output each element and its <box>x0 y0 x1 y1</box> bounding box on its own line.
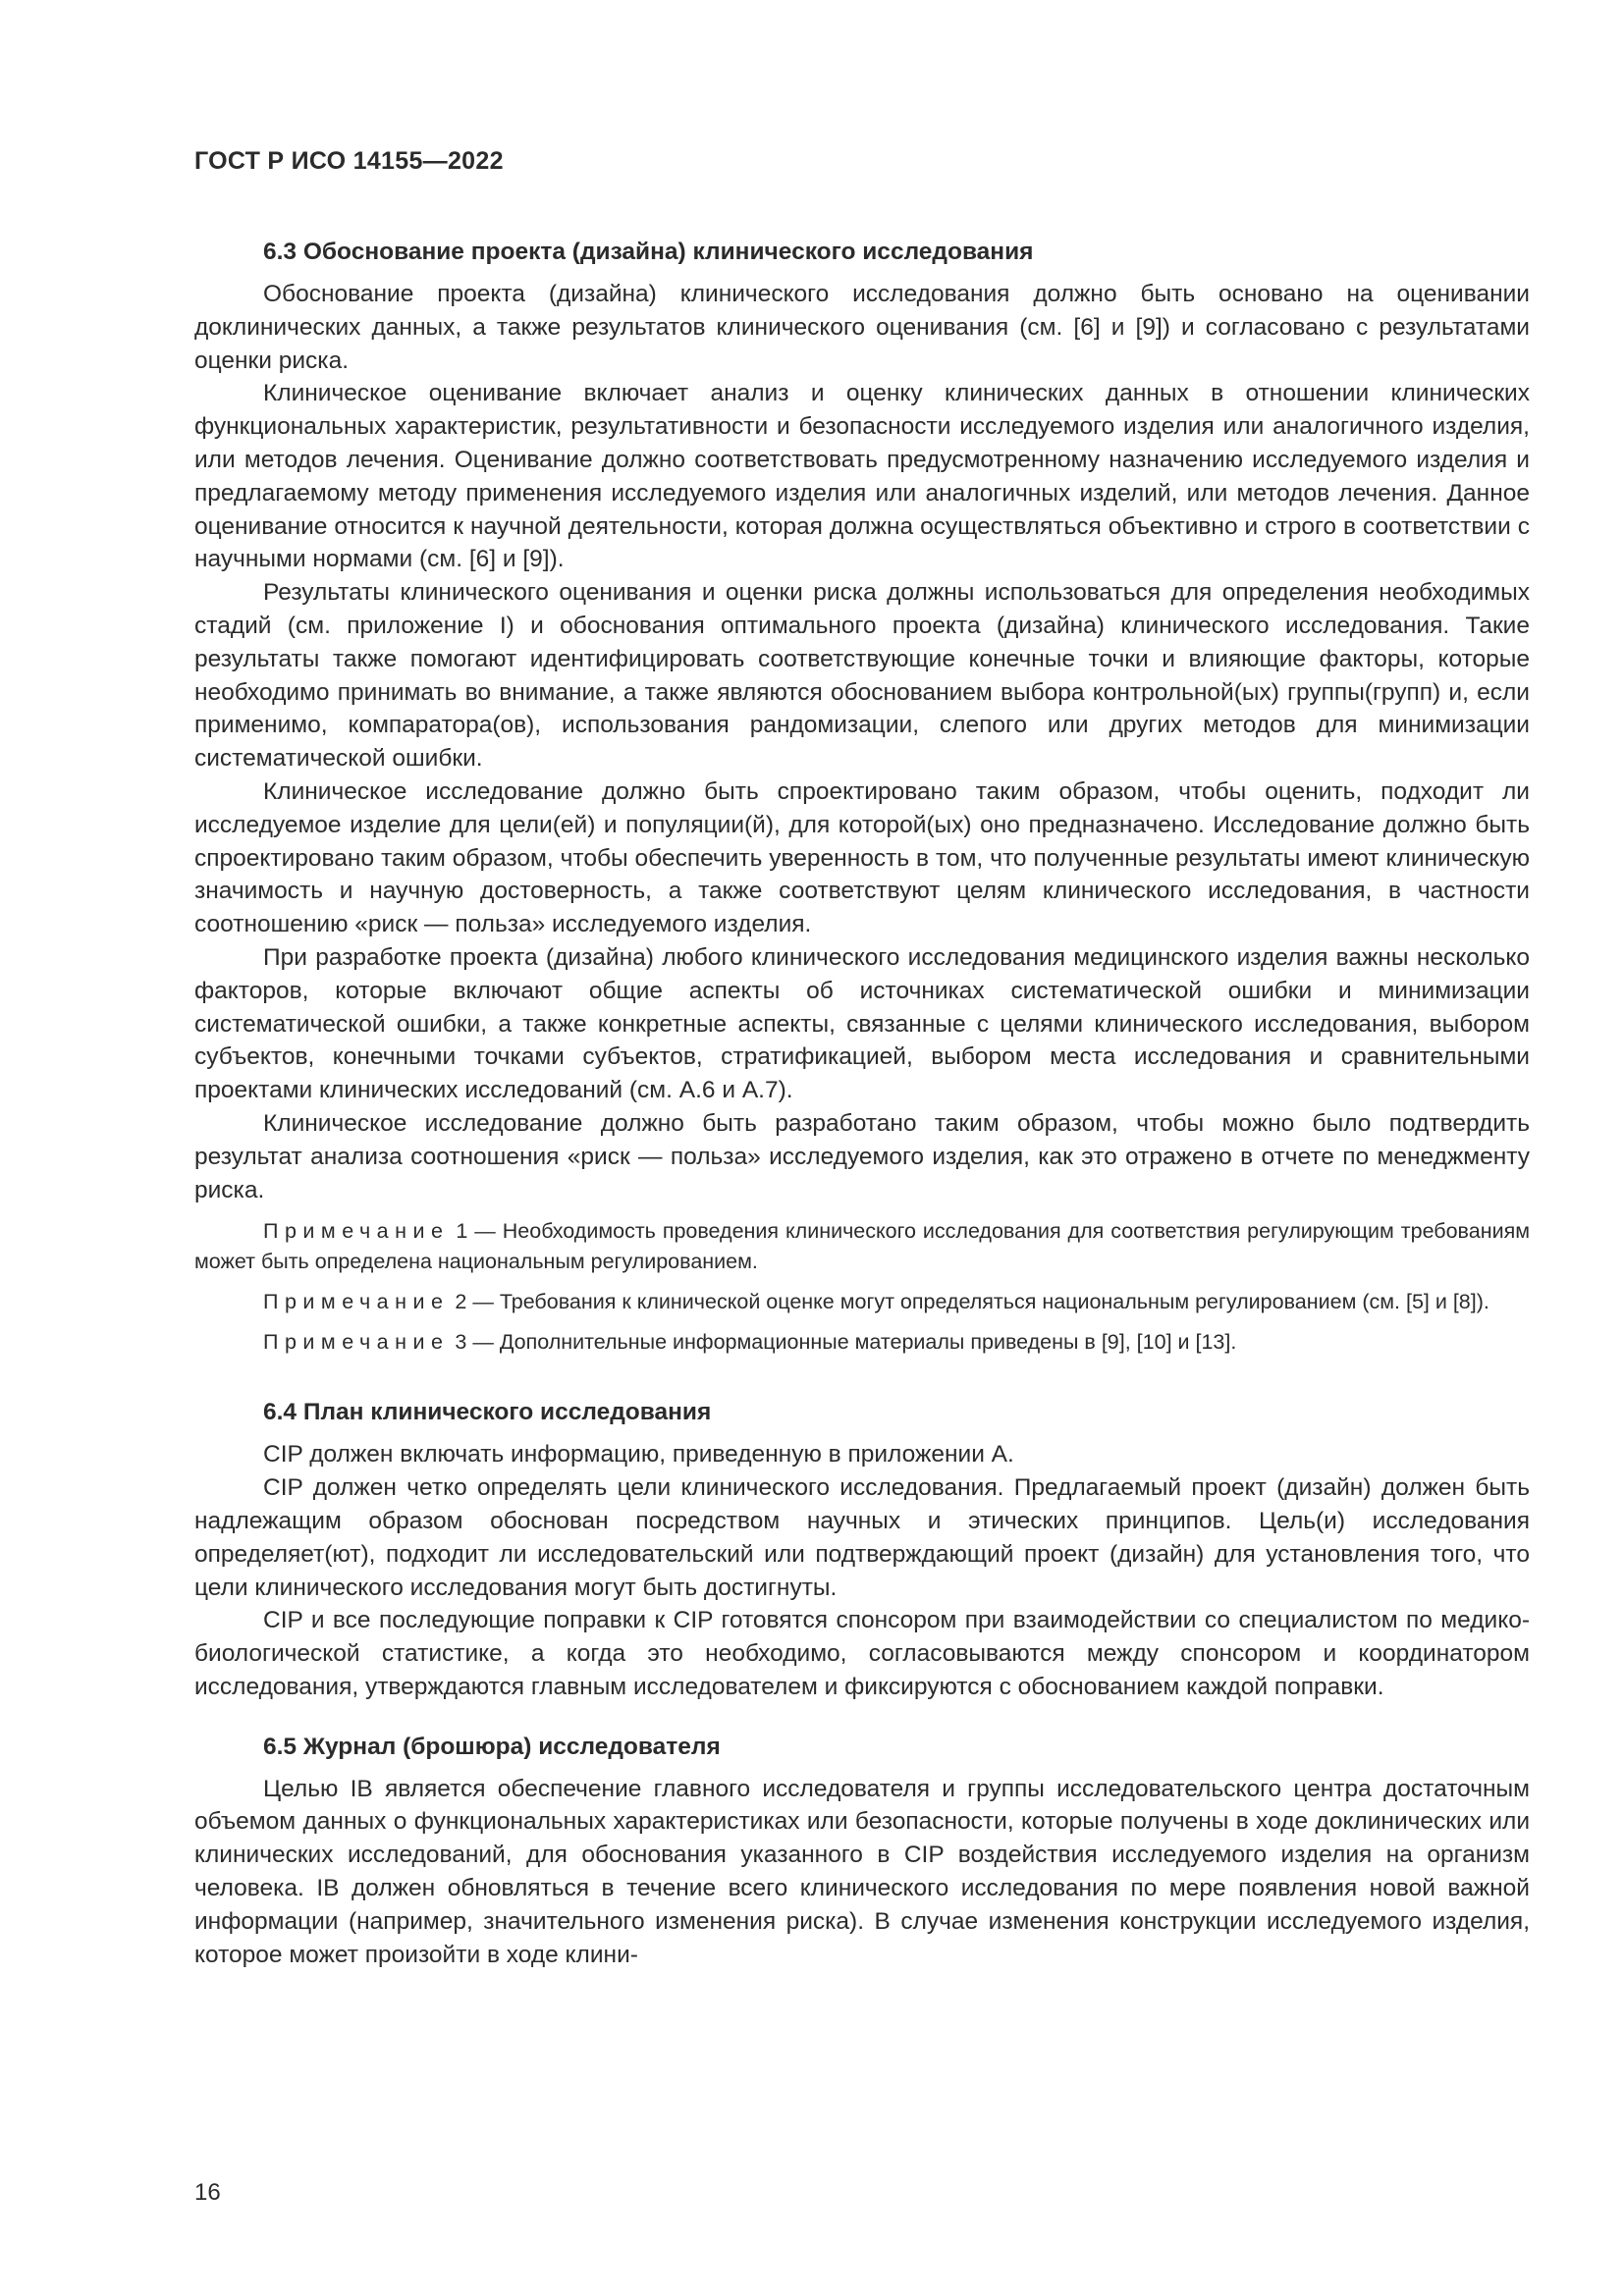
paragraph: CIP должен включать информацию, приведенную в приложении A. <box>263 1441 1014 1468</box>
paragraph: При разработке проекта (дизайна) любого клинического исследования медицинского изделия важны несколько факторов, которые включают общие аспекты об источниках систематической ошибки и минимизации систематической ошибки, а также конкретные аспекты, связанные с целями клинического исследования, выбором субъектов, конечными точками субъектов, стратификацией, выбором места исследования и сравнительными проектами клинических исследований (см. A.6 и A.7). <box>194 943 1530 1104</box>
note-label: Примечание <box>263 1219 450 1244</box>
section-6-5 <box>194 1730 1530 1972</box>
note-label: Примечание <box>263 1290 450 1314</box>
section-title: 6.3 Обоснование проекта (дизайна) клинического исследования <box>263 239 1034 265</box>
paragraph: CIP должен четко определять цели клинического исследования. Предлагаемый проект (дизайн) должен быть надлежащим образом обоснован посредством научных и этических принципов. Цель(и) исследования определяет(ют), подходит ли исследовательский или подтверждающий проект (дизайн) для установления того, что цели клинического исследования могут быть достигнуты. <box>194 1474 1530 1601</box>
paragraph: Обоснование проекта (дизайна) клинического исследования должно быть основано на оценивании доклинических данных, а также результатов клинического оценивания (см. [6] и [9]) и согласовано с результатами оценки риска. <box>194 281 1530 374</box>
section-title: 6.5 Журнал (брошюра) исследователя <box>263 1733 721 1760</box>
page-number: 16 <box>194 2179 221 2206</box>
document-header: ГОСТ Р ИСО 14155—2022 <box>194 147 504 175</box>
note <box>194 1287 1530 1317</box>
note-text: 1 — Необходимость проведения клинического исследования для соответствия регулирующим требованиям может быть определена национальным регулированием. <box>194 1219 1530 1274</box>
paragraph: Результаты клинического оценивания и оценки риска должны использоваться для определения необходимых стадий (см. приложение I) и обоснования оптимального проекта (дизайна) клинического исследования. Такие результаты также помогают идентифицировать соответствующие конечные точки и влияющие факторы, которые необходимо принимать во внимание, а также являются обоснованием выбора контрольной(ых) группы(групп) и, если применимо, компаратора(ов), использования рандомизации, слепого или других методов для минимизации систематической ошибки. <box>194 579 1530 773</box>
paragraph: Клиническое исследование должно быть спроектировано таким образом, чтобы оценить, подходит ли исследуемое изделие для цели(ей) и популяции(й), для которой(ых) оно предназначено. Исследование должно быть спроектировано таким образом, чтобы обеспечить уверенность в том, что полученные результаты имеют клиническую значимость и научную достоверность, а также соответствуют целям клинического исследования, в частности соотношению «риск — польза» исследуемого изделия. <box>194 777 1530 938</box>
document-page <box>194 147 1530 1997</box>
paragraph: CIP и все последующие поправки к CIP готовятся спонсором при взаимодействии со специалистом по медико-биологической статистике, а когда это необходимо, согласовываются между спонсором и координатором исследования, утверждаются главным исследователем и фиксируются с обоснованием каждой поправки. <box>194 1607 1530 1700</box>
note <box>194 1327 1530 1358</box>
note-text: 2 — Требования к клинической оценке могут определяться национальным регулированием (см. [5] и [8]). <box>449 1290 1489 1314</box>
note <box>194 1216 1530 1277</box>
notes-block <box>194 1216 1530 1358</box>
section-6-3 <box>194 235 1530 1358</box>
paragraph: Целью IB является обеспечение главного исследователя и группы исследовательского центра достаточным объемом данных о функциональных характеристиках или безопасности, которые получены в ходе доклинических или клинических исследований, для обоснования указанного в CIP воздействия исследуемого изделия на организм человека. IB должен обновляться в течение всего клинического исследования по мере появления новой важной информации (например, значительного изменения риска). В случае изменения конструкции исследуемого изделия, которое может произойти в ходе клини- <box>194 1775 1530 1968</box>
paragraph: Клиническое исследование должно быть разработано таким образом, чтобы можно было подтвердить результат анализа соотношения «риск — польза» исследуемого изделия, как это отражено в отчете по менеджменту риска. <box>194 1109 1530 1203</box>
paragraph: Клиническое оценивание включает анализ и оценку клинических данных в отношении клинических функциональных характеристик, результативности и безопасности исследуемого изделия или аналогичного изделия, или методов лечения. Оценивание должно соответствовать предусмотренному назначению исследуемого изделия и предлагаемому методу применения исследуемого изделия или аналогичных изделий, или методов лечения. Данное оценивание относится к научной деятельности, которая должна осуществляться объективно и строго в соответствии с научными нормами (см. [6] и [9]). <box>194 380 1530 573</box>
section-6-4 <box>194 1395 1530 1703</box>
section-title: 6.4 План клинического исследования <box>263 1399 712 1426</box>
note-text: 3 — Дополнительные информационные материалы приведены в [9], [10] и [13]. <box>449 1330 1237 1355</box>
note-label: Примечание <box>263 1330 450 1355</box>
